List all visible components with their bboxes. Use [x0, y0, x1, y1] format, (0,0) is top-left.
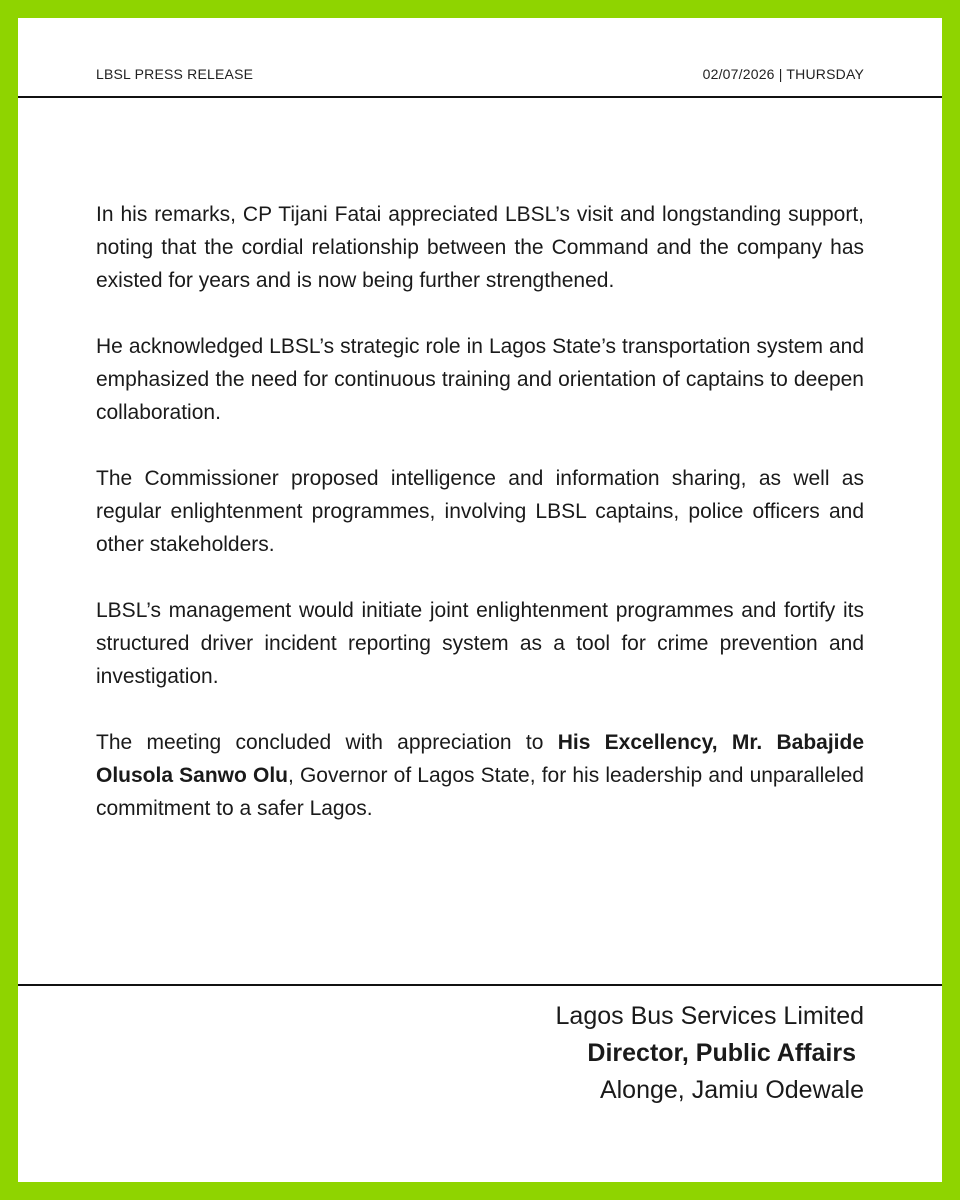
signature-block: [556, 998, 864, 1109]
signature-name: Alonge, Jamiu Odewale: [599, 1076, 864, 1104]
closing-paragraph: [96, 726, 864, 825]
header-date: 02/07/2026 | THURSDAY: [702, 66, 864, 82]
press-release-page: [18, 18, 942, 1182]
paragraph: LBSL’s management would initiate joint enlightenment programmes and fortify its structured driver incident reporting system as a tool for crime prevention and investigation.: [96, 599, 864, 688]
closing-text-before: The meeting concluded with appreciation to: [96, 731, 558, 754]
signature-organization: Lagos Bus Services Limited: [555, 1002, 864, 1030]
header-divider: [18, 96, 942, 98]
header-title: LBSL PRESS RELEASE: [96, 66, 254, 82]
release-body: [96, 198, 864, 858]
signature-role: Director, Public Affairs: [587, 1039, 856, 1067]
footer-divider: [18, 984, 942, 986]
paragraph: He acknowledged LBSL’s strategic role in Lagos State’s transportation system and emphasized the need for continuous training and orientation of captains to deepen collaboration.: [96, 335, 864, 424]
paragraph: In his remarks, CP Tijani Fatai appreciated LBSL’s visit and longstanding support, noting that the cordial relationship between the Command and the company has existed for years and is now being further strengthened.: [96, 203, 864, 292]
header: [96, 66, 864, 82]
paragraph: The Commissioner proposed intelligence and information sharing, as well as regular enlightenment programmes, involving LBSL captains, police officers and other stakeholders.: [96, 467, 864, 556]
closing-text-after: , Governor of Lagos State, for his leadership and unparalleled commitment to a safer Lagos.: [96, 764, 864, 820]
closing-honoree: His Excellency, Mr. Babajide Olusola Sanwo Olu: [96, 731, 864, 787]
